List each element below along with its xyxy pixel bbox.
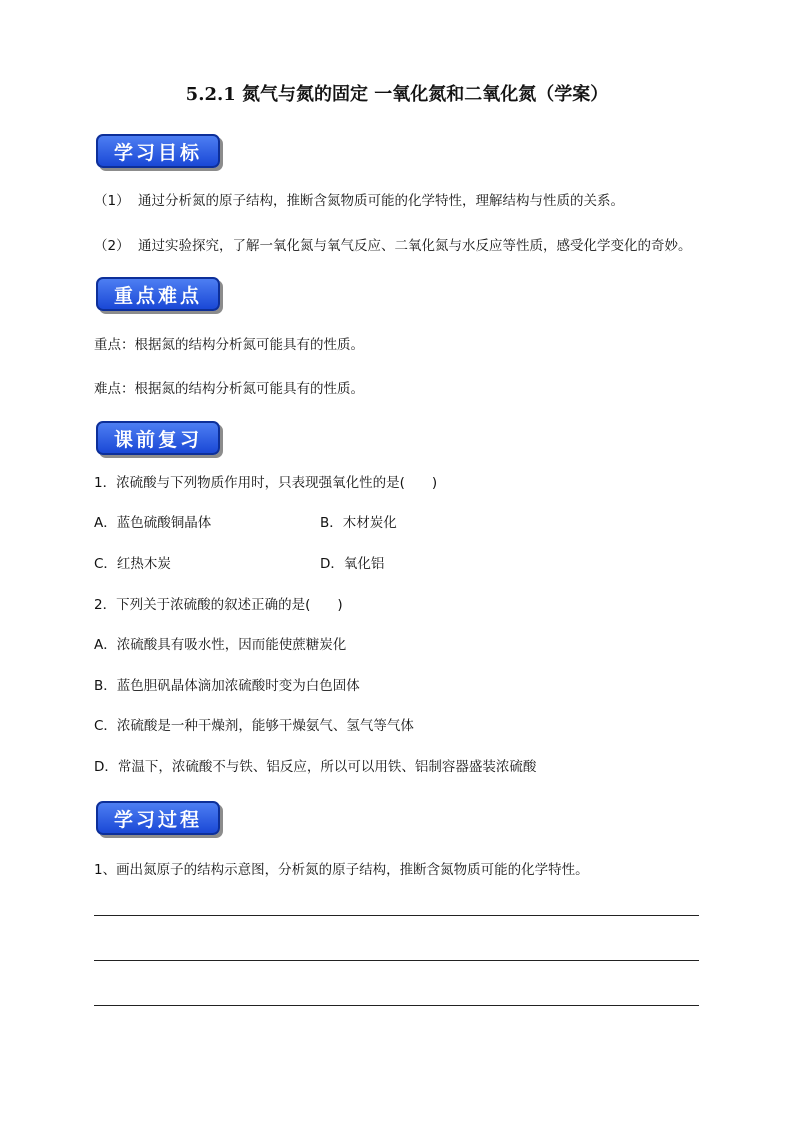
section-heading: 课前复习 — [113, 428, 202, 451]
question-2-option-a: A．浓硫酸具有吸水性，因而能使蔗糖炭化 — [94, 637, 347, 653]
question-2-option-c: C．浓硫酸是一种干燥剂，能够干燥氨气、氢气等气体 — [94, 718, 414, 734]
question-2-stem: 2．下列关于浓硫酸的叙述正确的是( ) — [94, 597, 343, 613]
item-text: 通过分析氮的原子结构，推断含氮物质可能的化学特性，理解结构与性质的关系。 — [138, 193, 624, 209]
question-2-option-d: D．常温下，浓硫酸不与铁、铝反应，所以可以用铁、铝制容器盛装浓硫酸 — [94, 759, 537, 775]
objective-item-2 — [94, 234, 692, 254]
difficulty-point: 难点：根据氮的结构分析氮可能具有的性质。 — [94, 381, 364, 397]
answer-line — [94, 960, 699, 961]
section-badge-review — [96, 421, 220, 455]
objective-item-1 — [94, 189, 624, 209]
answer-line — [94, 915, 699, 916]
item-number: （2） — [94, 238, 130, 254]
section-badge-key-points — [96, 277, 220, 311]
question-1-option-b: B．木材炭化 — [320, 515, 397, 531]
document-title: 5.2.1 氮气与氮的固定 一氧化氮和二氧化氮（学案） — [185, 84, 609, 105]
question-1-option-c: C．红热木炭 — [94, 556, 171, 572]
question-1-option-a: A．蓝色硫酸铜晶体 — [94, 515, 212, 531]
question-1-option-d: D．氧化铝 — [320, 556, 385, 572]
answer-line — [94, 1005, 699, 1006]
section-badge-process — [96, 801, 220, 835]
item-number: （1） — [94, 193, 130, 209]
section-badge-objectives — [96, 134, 220, 168]
item-text: 通过实验探究，了解一氧化氮与氧气反应、二氧化氮与水反应等性质，感受化学变化的奇妙。 — [138, 238, 692, 254]
section-heading: 学习目标 — [113, 141, 202, 164]
section-heading: 学习过程 — [113, 808, 202, 831]
section-heading: 重点难点 — [113, 284, 202, 307]
focus-point: 重点：根据氮的结构分析氮可能具有的性质。 — [94, 337, 364, 353]
question-1-stem: 1．浓硫酸与下列物质作用时，只表现强氧化性的是( ) — [94, 475, 438, 491]
process-task-1: 1、画出氮原子的结构示意图，分析氮的原子结构，推断含氮物质可能的化学特性。 — [94, 862, 589, 878]
question-2-option-b: B．蓝色胆矾晶体滴加浓硫酸时变为白色固体 — [94, 678, 360, 694]
